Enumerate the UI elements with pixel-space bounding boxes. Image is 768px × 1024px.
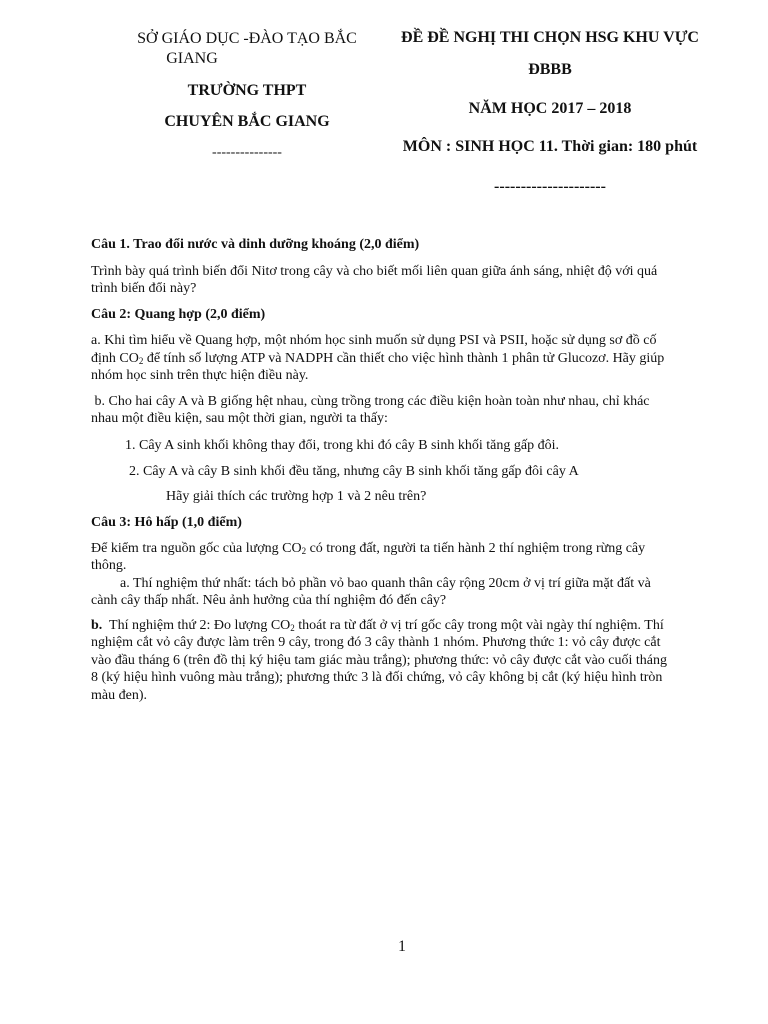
exam-title-line2: ĐBBB	[528, 61, 572, 78]
page-number: 1	[398, 938, 406, 955]
question-2b-case-1: 1. Cây A sinh khối không thay đổi, trong khi đó cây B sinh khối tăng gấp đôi.	[125, 438, 559, 453]
question-3b-line1-end: thoát ra từ đất ở vị trí gốc cây trong một vài ngày thí nghiệm. Thí	[294, 618, 664, 633]
department-name-line1: SỞ GIÁO DỤC -ĐÀO TẠO BẮC	[137, 30, 357, 47]
question-2b-prompt: Hãy giải thích các trường hợp 1 và 2 nêu trên?	[166, 489, 427, 504]
header-left-block	[102, 29, 392, 69]
school-year: NĂM HỌC 2017 – 2018	[468, 100, 632, 117]
question-3a-line2: cành cây thấp nhất. Nêu ảnh hưởng của thí nghiệm đó đến cây?	[91, 593, 447, 608]
co2-subscript: 2	[138, 356, 144, 366]
question-3-title: Câu 3: Hô hấp (1,0 điểm)	[91, 515, 242, 530]
question-3-intro-line1	[91, 540, 645, 557]
department-name-line2: GIANG	[166, 50, 218, 67]
question-2a-line3: nhóm học sinh trên thực hiện điều này.	[91, 368, 309, 383]
co2-subscript: 2	[301, 546, 307, 556]
question-3b-line2: nghiệm cắt vỏ cây được làm trên 9 cây, trong đó 3 cây thành 1 nhóm. Phương thức 1: vỏ cây được cắt	[91, 635, 661, 650]
question-2-title: Câu 2: Quang hợp (2,0 điểm)	[91, 307, 266, 322]
question-2b-line2: nhau một điều kiện, sau một thời gian, người ta thấy:	[91, 411, 388, 426]
subject-and-duration: MÔN : SINH HỌC 11. Thời gian: 180 phút	[402, 138, 698, 155]
question-2a-line2	[91, 350, 664, 367]
question-1-title: Câu 1. Trao đổi nước và dinh dưỡng khoáng (2,0 điểm)	[91, 237, 420, 252]
question-3b-label: b.	[91, 618, 103, 633]
question-2a-line2-end: để tính số lượng ATP và NADPH cần thiết cho việc hình thành 1 phân tử Glucozơ. Hãy giúp	[143, 351, 665, 366]
question-2b-line1: b. Cho hai cây A và B giống hệt nhau, cùng trồng trong các điều kiện hoàn toàn như nhau, chỉ khác	[91, 394, 650, 409]
question-2b-case-2: 2. Cây A và cây B sinh khối đều tăng, nhưng cây B sinh khối tăng gấp đôi cây A	[129, 464, 579, 479]
question-3-intro-end: có trong đất, người ta tiến hành 2 thí nghiệm trong rừng cây	[306, 541, 646, 556]
school-name-line2: CHUYÊN BẮC GIANG	[164, 113, 330, 130]
question-3b-line1	[91, 617, 664, 634]
school-name-line1: TRƯỜNG THPT	[187, 82, 307, 99]
co2-subscript: 2	[290, 623, 295, 633]
question-3b-line4: 8 (ký hiệu hình vuông màu trắng); phương thức 3 là đối chứng, vỏ cây không bị cắt (ký hiệu hình tròn	[91, 670, 663, 685]
question-1-text-line1: Trình bày quá trình biến đổi Nitơ trong cây và cho biết mối liên quan giữa ánh sáng, nhiệt độ với quá	[91, 264, 658, 279]
question-3b-line1-start: Thí nghiệm thứ 2: Đo lượng CO	[102, 618, 291, 633]
question-3b-line5: màu đen).	[91, 688, 147, 703]
header-left-divider: ---------------	[212, 145, 282, 160]
question-3-intro-start: Để kiểm tra nguồn gốc của lượng CO	[91, 541, 302, 556]
question-2a-line1: a. Khi tìm hiểu về Quang hợp, một nhóm học sinh muốn sử dụng PSI và PSII, hoặc sử dụng sơ đồ cố	[91, 333, 657, 348]
question-2a-line2-start: định CO	[91, 351, 139, 366]
exam-title-line1: ĐỀ ĐỀ NGHỊ THI CHỌN HSG KHU VỰC	[401, 29, 699, 46]
question-1-text-line2: trình biến đổi này?	[91, 281, 197, 296]
question-3a-line1: a. Thí nghiệm thứ nhất: tách bỏ phần vỏ bao quanh thân cây rộng 20cm ở vị trí giữa mặt đất và	[120, 576, 651, 591]
header-right-divider: ---------------------	[494, 178, 606, 195]
question-3-intro-line2: thông.	[91, 558, 127, 573]
question-3b-line3: vào đầu tháng 6 (trên đồ thị ký hiệu tam giác màu trắng); phương thức: vỏ cây được cắt vào cuối tháng	[91, 653, 668, 668]
